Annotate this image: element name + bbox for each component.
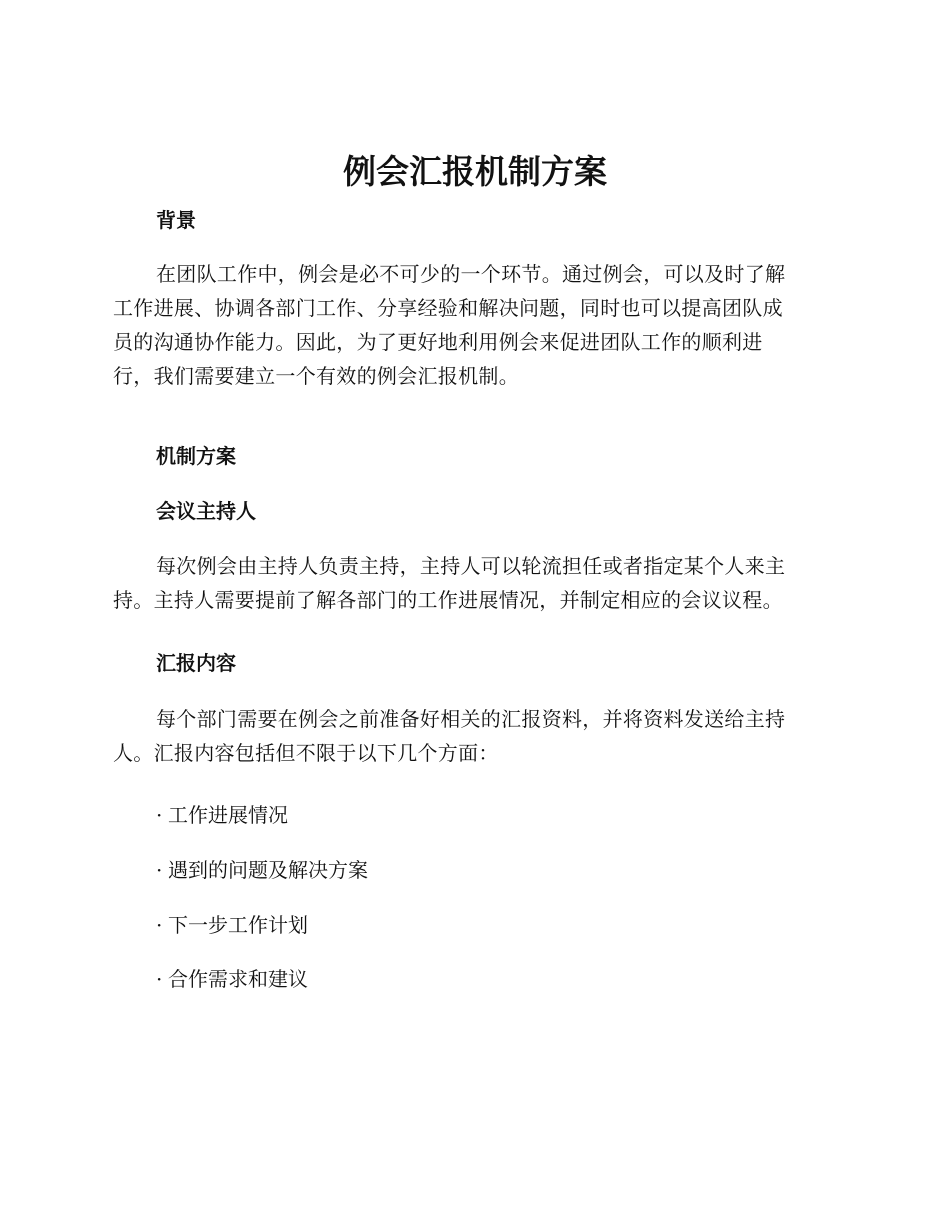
paragraph-line: 每个部门需要在例会之前准备好相关的汇报资料，并将资料发送给主持 — [156, 707, 786, 731]
host-paragraph — [113, 549, 833, 617]
list-item-text: 合作需求和建议 — [168, 967, 308, 991]
bullet-marker: · — [156, 967, 163, 991]
paragraph-line: 工作进展、协调各部门工作、分享经验和解决问题，同时也可以提高团队成 — [113, 296, 783, 320]
section-heading-mechanism: 机制方案 — [156, 444, 236, 468]
list-item — [156, 910, 308, 940]
paragraph-line: 员的沟通协作能力。因此，为了更好地利用例会来促进团队工作的顺利进 — [113, 330, 763, 354]
list-item-text: 工作进展情况 — [168, 803, 288, 827]
section-heading-host: 会议主持人 — [156, 499, 256, 523]
content-paragraph — [113, 702, 833, 770]
bullet-marker: · — [156, 913, 163, 937]
paragraph-line: 行，我们需要建立一个有效的例会汇报机制。 — [113, 364, 519, 388]
paragraph-line: 在团队工作中，例会是必不可少的一个环节。通过例会，可以及时了解 — [156, 262, 786, 286]
list-item — [156, 800, 288, 830]
paragraph-line: 人。汇报内容包括但不限于以下几个方面： — [113, 741, 499, 765]
section-heading-background: 背景 — [156, 208, 196, 232]
list-item-text: 遇到的问题及解决方案 — [168, 858, 368, 882]
paragraph-line: 每次例会由主持人负责主持，主持人可以轮流担任或者指定某个人来主 — [156, 554, 786, 578]
page-title: 例会汇报机制方案 — [343, 152, 607, 191]
paragraph-line: 持。主持人需要提前了解各部门的工作进展情况，并制定相应的会议议程。 — [113, 588, 783, 612]
list-item — [156, 855, 368, 885]
section-heading-content: 汇报内容 — [156, 651, 236, 675]
bullet-marker: · — [156, 858, 163, 882]
list-item — [156, 964, 308, 994]
list-item-text: 下一步工作计划 — [168, 913, 308, 937]
background-paragraph — [113, 257, 833, 393]
bullet-marker: · — [156, 803, 163, 827]
